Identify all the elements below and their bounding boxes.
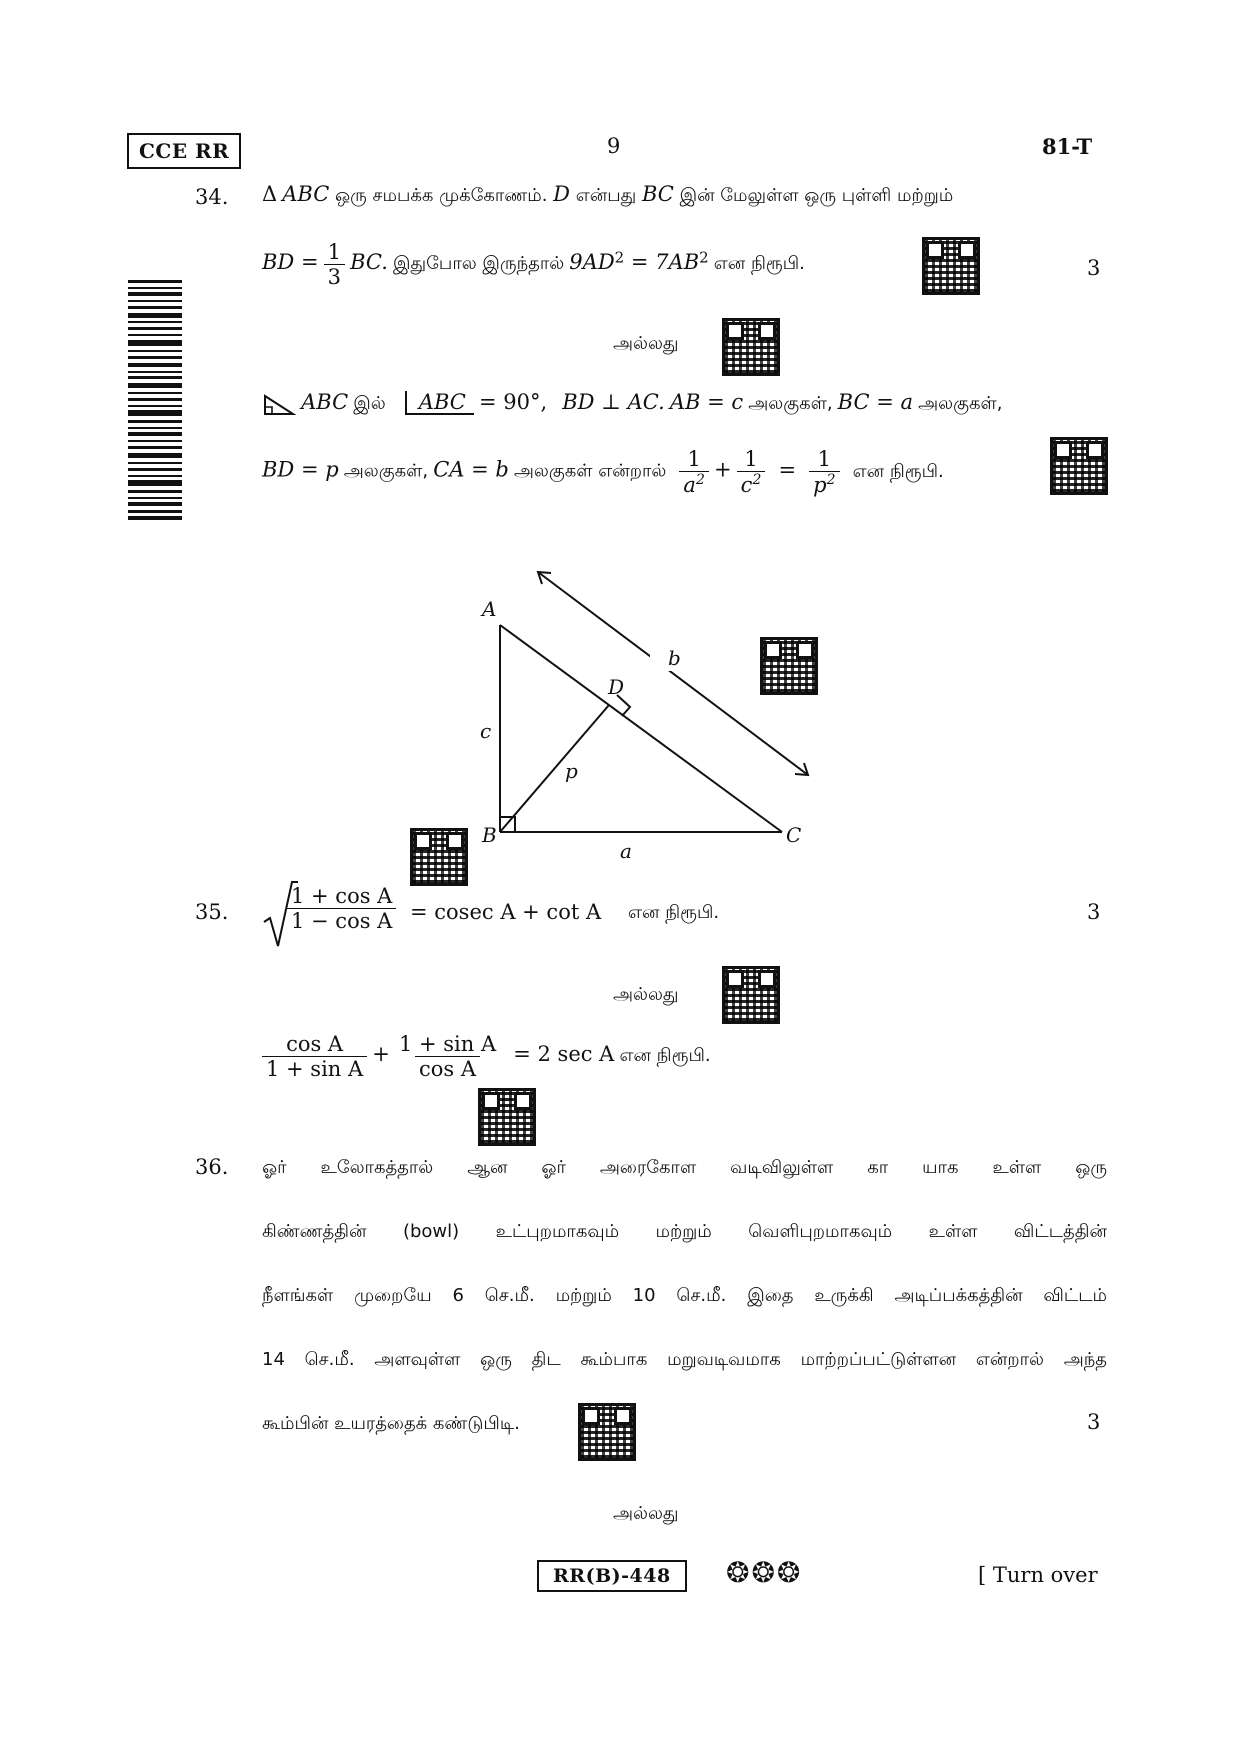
q36-line-2: கிண்ணத்தின் (bowl) உட்புறமாகவும் மற்றும் வெளிபுறமாகவும் உள்ள விட்டத்தின் <box>262 1221 1107 1242</box>
fraction-denominator <box>737 471 766 497</box>
q36-line-1: ஓர் உலோகத்தால் ஆன ஓர் அரைகோள வடிவிலுள்ள கா யாக உள்ள ஒரு <box>262 1157 1107 1178</box>
right-triangle-diagram <box>470 560 840 860</box>
flower-symbols: ❂❂❂ <box>726 1556 803 1589</box>
ab-eq-c: AB = c <box>669 390 744 414</box>
side-barcode <box>128 280 182 520</box>
q35-number: 35. <box>195 900 229 924</box>
fraction-denominator: 1 + sin A <box>262 1056 367 1081</box>
q34-text-c: இன் மேலுள்ள ஒரு புள்ளி மற்றும் <box>673 185 954 206</box>
vertex-c-label: C <box>786 823 802 847</box>
paper-code: 81-T <box>1042 134 1093 159</box>
q36-marks: 3 <box>1087 1410 1101 1434</box>
equals-sign: = <box>778 457 797 482</box>
plus-sign: + <box>372 1042 390 1066</box>
q36-line-3: நீளங்கள் முறையே 6 செ.மீ. மற்றும் 10 செ.மீ. இதை உருக்கி அடிப்பக்கத்தின் விட்டம் <box>262 1285 1107 1306</box>
q34-number: 34. <box>195 185 229 209</box>
fraction-numerator: 1 + cos A <box>291 884 393 908</box>
alt-abc: ABC <box>301 390 349 414</box>
prove-text: என நிரூபி. <box>619 1045 711 1066</box>
page-number: 9 <box>607 134 621 158</box>
exponent: 2 <box>695 472 705 488</box>
altitude-p-label: p <box>565 759 578 783</box>
side-a-label: a <box>620 839 632 860</box>
exponent: 2 <box>752 472 762 488</box>
denominator-letter: p <box>813 473 827 497</box>
prove-text: என நிரூபி. <box>852 460 944 482</box>
alt-il: இல் <box>353 393 386 414</box>
side-ac <box>500 625 782 832</box>
qr-code <box>722 318 780 376</box>
qr-code <box>922 237 980 295</box>
denominator-letter: a <box>683 473 696 497</box>
q35-rhs: = cosec A + cot A <box>410 900 602 924</box>
fraction-1-a2 <box>679 447 708 497</box>
q35-marks: 3 <box>1087 900 1101 924</box>
right-triangle-icon <box>262 393 296 417</box>
eq-mid: = 7AB <box>624 250 700 274</box>
q34-line2 <box>262 240 805 289</box>
or-label: அல்லது <box>613 984 679 1005</box>
delta-symbol: Δ <box>262 182 278 206</box>
or-label: அல்லது <box>613 333 679 354</box>
prove-text: என நிரூபி. <box>628 902 720 923</box>
ca-eq-b: CA = b <box>433 457 509 482</box>
bd-perp-ac: BD ⊥ AC. <box>562 390 665 414</box>
unit-label: அலகுகள், <box>748 393 833 414</box>
fraction-one-third <box>324 240 345 289</box>
q34-text-a: ஒரு சமபக்க முக்கோணம். <box>329 185 554 206</box>
alt-fraction-1 <box>262 1032 367 1081</box>
triangle-abc: ABC <box>282 182 330 206</box>
fraction-denominator: 1 − cos A <box>287 908 396 933</box>
fraction-numerator: 1 <box>744 447 758 471</box>
qr-code <box>1050 437 1108 495</box>
point-d-label: D <box>608 675 625 699</box>
vertex-a-label: A <box>482 597 497 621</box>
bc-text: BC. <box>350 250 388 274</box>
side-b-label: b <box>668 646 681 670</box>
q34-marks: 3 <box>1087 256 1101 280</box>
qr-code <box>722 966 780 1024</box>
fraction-1-c2 <box>737 447 766 497</box>
qr-code <box>410 828 468 886</box>
fraction-numerator: 1 <box>817 447 832 471</box>
q34-alt-line1 <box>262 390 1002 417</box>
q34-condition: இதுபோல இருந்தால் <box>393 253 565 274</box>
eq-sup-a: 2 <box>614 248 625 267</box>
fraction-denominator <box>679 471 708 497</box>
q36-number: 36. <box>195 1155 229 1179</box>
q36-line-4: 14 செ.மீ. அளவுள்ள ஒரு திட கூம்பாக மறுவடிவமாக மாற்றப்பட்டுள்ளன என்றால் அந்த <box>262 1349 1107 1370</box>
side-c-label: c <box>480 719 492 743</box>
turn-over-label: [ Turn over <box>978 1563 1098 1587</box>
fraction-numerator: cos A <box>286 1032 344 1056</box>
altitude-bd <box>500 705 609 832</box>
qr-code <box>578 1403 636 1461</box>
vertex-b-label: B <box>482 823 497 847</box>
fraction-numerator: 1 + sin A <box>398 1032 497 1056</box>
q36-line-5: கூம்பின் உயரத்தைக் கண்டுபிடி. <box>262 1413 520 1434</box>
fraction-numerator: 1 <box>687 447 701 471</box>
fraction-denominator: cos A <box>415 1056 480 1081</box>
exponent: 2 <box>826 472 836 488</box>
sqrt-inner-fraction <box>287 884 396 933</box>
side-bc: BC <box>641 182 674 206</box>
alt-fraction-2 <box>395 1032 500 1081</box>
q35-alt <box>262 1032 711 1081</box>
point-d: D <box>553 182 571 206</box>
fraction-1-p2 <box>809 447 839 497</box>
bc-eq-a: BC = a <box>837 390 914 414</box>
q35-alt-rhs: = 2 sec A <box>513 1042 615 1066</box>
booklet-code-box: RR(B)-448 <box>537 1560 687 1592</box>
angle-abc: ABC <box>405 391 474 415</box>
unit-label: அலகுகள், <box>343 460 429 482</box>
fraction-denominator: 3 <box>324 264 345 289</box>
qr-code <box>760 637 818 695</box>
sqrt-fraction <box>287 884 396 933</box>
unit-label: அலகுகள், <box>918 393 1003 414</box>
fraction-numerator: 1 <box>327 240 342 264</box>
prove-text: என நிரூபி. <box>713 253 805 274</box>
bd-equals: BD = <box>262 250 319 274</box>
bd-eq-p: BD = p <box>262 457 339 482</box>
angle-eq-90: = 90°, <box>478 390 548 414</box>
qr-code <box>478 1088 536 1146</box>
q34-alt-line2 <box>262 447 944 497</box>
q34-line1 <box>262 182 953 208</box>
or-label: அல்லது <box>613 1503 679 1524</box>
fraction-denominator <box>809 471 839 497</box>
eq-left: 9AD <box>569 250 615 274</box>
unit-label: அலகுகள் என்றால் <box>513 460 667 482</box>
eq-sup-b: 2 <box>699 248 709 267</box>
denominator-letter: c <box>740 473 753 497</box>
q34-text-b: என்பது <box>570 185 642 206</box>
series-code-box: CCE RR <box>127 133 241 169</box>
plus-sign: + <box>713 457 732 482</box>
